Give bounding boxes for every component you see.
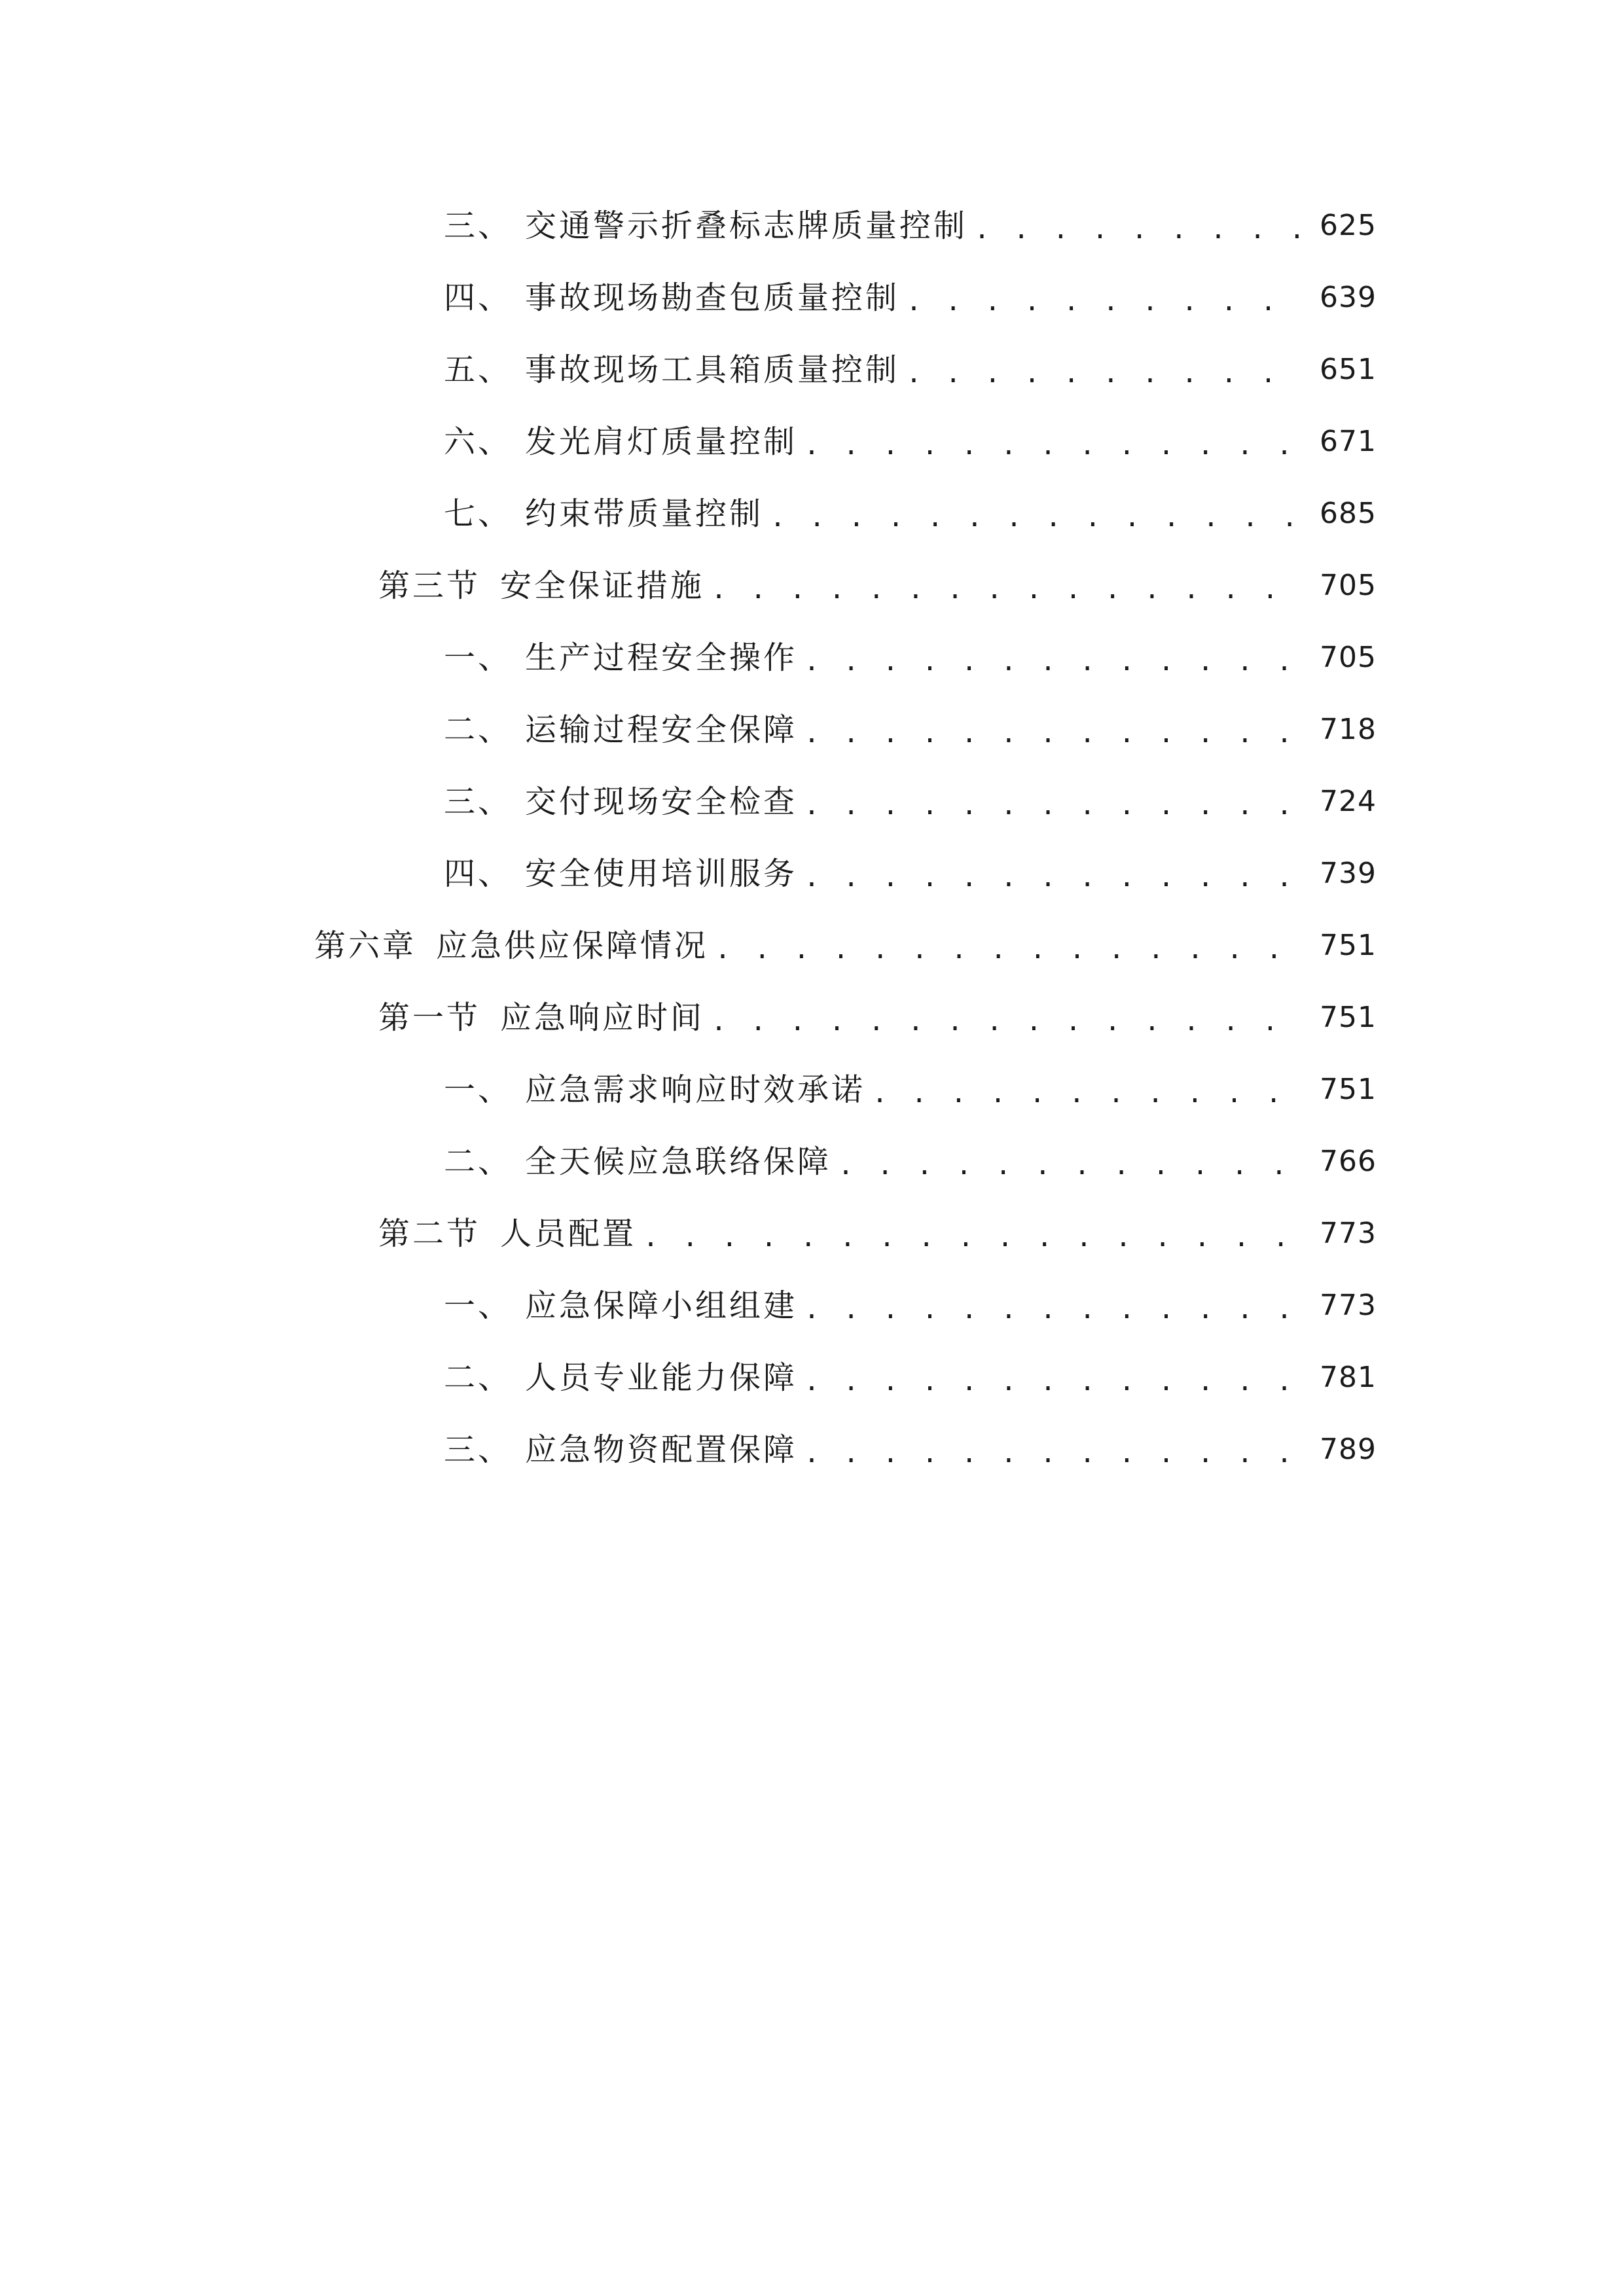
toc-section-title: 人员配置 bbox=[500, 1215, 637, 1252]
toc-entry-number: 四、 bbox=[444, 855, 513, 892]
toc-entry-page-number: 651 bbox=[1320, 353, 1377, 386]
toc-entry[interactable] bbox=[0, 694, 1624, 766]
toc-entry-text bbox=[444, 350, 899, 389]
toc-entry-text bbox=[314, 926, 708, 965]
toc-entry-number: 一、 bbox=[444, 1071, 513, 1108]
toc-entry-page-number: 724 bbox=[1320, 785, 1377, 818]
toc-section-number: 第二节 bbox=[378, 1215, 481, 1252]
toc-entry-title: 事故现场工具箱质量控制 bbox=[525, 351, 900, 388]
toc-entry-page-number: 781 bbox=[1320, 1361, 1377, 1394]
toc-entry-number: 三、 bbox=[444, 1431, 513, 1468]
toc-entry-title: 生产过程安全操作 bbox=[525, 639, 798, 676]
dot-leader bbox=[804, 710, 1303, 749]
toc-section-number: 第一节 bbox=[378, 999, 481, 1036]
toc-entry-number: 二、 bbox=[444, 1143, 513, 1180]
dot-leader bbox=[643, 1214, 1303, 1253]
toc-entry-title: 事故现场勘查包质量控制 bbox=[525, 279, 900, 316]
toc-entry-title: 全天候应急联络保障 bbox=[525, 1143, 832, 1180]
dot-leader bbox=[804, 1358, 1303, 1397]
dot-leader bbox=[804, 638, 1303, 677]
toc-entry[interactable] bbox=[0, 1414, 1624, 1486]
toc-entry-text bbox=[444, 782, 797, 821]
toc-entry-page-number: 685 bbox=[1320, 497, 1377, 530]
toc-entry-number: 二、 bbox=[444, 1359, 513, 1396]
toc-entry-page-number: 751 bbox=[1320, 1001, 1377, 1034]
toc-entry-page-number: 751 bbox=[1320, 929, 1377, 962]
toc-section-entry[interactable] bbox=[0, 982, 1624, 1054]
dot-leader bbox=[804, 782, 1303, 821]
toc-entry-text bbox=[378, 566, 704, 605]
toc-entry-number: 五、 bbox=[444, 351, 513, 388]
toc-entry[interactable] bbox=[0, 838, 1624, 910]
toc-entry-page-number: 705 bbox=[1320, 641, 1377, 674]
toc-entry[interactable] bbox=[0, 406, 1624, 478]
toc-entry-text bbox=[444, 1430, 797, 1469]
toc-entry-text bbox=[444, 1142, 831, 1181]
toc-entry-title: 约束带质量控制 bbox=[525, 495, 764, 532]
toc-entry[interactable] bbox=[0, 1054, 1624, 1126]
toc-entry-number: 三、 bbox=[444, 783, 513, 820]
toc-entry-page-number: 718 bbox=[1320, 713, 1377, 746]
toc-chapter-entry[interactable] bbox=[0, 910, 1624, 982]
toc-entry[interactable] bbox=[0, 622, 1624, 694]
toc-entry-number: 二、 bbox=[444, 711, 513, 748]
toc-entry-text bbox=[378, 1214, 636, 1253]
toc-section-entry[interactable] bbox=[0, 550, 1624, 622]
toc-entry-number: 一、 bbox=[444, 1287, 513, 1324]
toc-entry-title: 交通警示折叠标志牌质量控制 bbox=[525, 207, 968, 244]
toc-entry-text bbox=[444, 710, 797, 749]
toc-entry-text bbox=[444, 638, 797, 677]
dot-leader bbox=[715, 926, 1303, 965]
toc-entry-page-number: 705 bbox=[1320, 569, 1377, 602]
toc-entry-page-number: 773 bbox=[1320, 1217, 1377, 1250]
toc-entry-number: 七、 bbox=[444, 495, 513, 532]
toc-entry-title: 应急保障小组组建 bbox=[525, 1287, 798, 1324]
table-of-contents bbox=[0, 190, 1624, 1486]
toc-entry-number: 三、 bbox=[444, 207, 513, 244]
toc-section-entry[interactable] bbox=[0, 1198, 1624, 1270]
dot-leader bbox=[906, 278, 1303, 317]
toc-entry-title: 应急需求响应时效承诺 bbox=[525, 1071, 866, 1108]
toc-entry-page-number: 671 bbox=[1320, 425, 1377, 458]
toc-entry-text bbox=[444, 1358, 797, 1397]
toc-entry[interactable] bbox=[0, 1342, 1624, 1414]
toc-entry[interactable] bbox=[0, 190, 1624, 262]
toc-entry-page-number: 773 bbox=[1320, 1289, 1377, 1322]
toc-entry-title: 安全使用培训服务 bbox=[525, 855, 798, 892]
toc-entry-title: 发光肩灯质量控制 bbox=[525, 423, 798, 460]
toc-entry[interactable] bbox=[0, 478, 1624, 550]
toc-section-number: 第三节 bbox=[378, 567, 481, 604]
toc-entry[interactable] bbox=[0, 766, 1624, 838]
dot-leader bbox=[711, 566, 1303, 605]
toc-entry-number: 六、 bbox=[444, 423, 513, 460]
toc-entry-title: 交付现场安全检查 bbox=[525, 783, 798, 820]
toc-entry[interactable] bbox=[0, 262, 1624, 334]
toc-entry-number: 一、 bbox=[444, 639, 513, 676]
toc-entry-text bbox=[444, 1286, 797, 1325]
toc-section-title: 安全保证措施 bbox=[500, 567, 705, 604]
dot-leader bbox=[804, 422, 1303, 461]
toc-entry-page-number: 739 bbox=[1320, 857, 1377, 890]
toc-entry-text bbox=[444, 206, 967, 245]
toc-entry-text bbox=[444, 278, 899, 317]
dot-leader bbox=[974, 206, 1303, 245]
dot-leader bbox=[804, 854, 1303, 893]
toc-entry-text bbox=[444, 1070, 865, 1109]
toc-entry-title: 应急物资配置保障 bbox=[525, 1431, 798, 1468]
toc-entry-page-number: 789 bbox=[1320, 1433, 1377, 1466]
dot-leader bbox=[906, 350, 1303, 389]
dot-leader bbox=[711, 998, 1303, 1037]
toc-entry[interactable] bbox=[0, 334, 1624, 406]
toc-entry-title: 人员专业能力保障 bbox=[525, 1359, 798, 1396]
dot-leader bbox=[838, 1142, 1303, 1181]
toc-section-title: 应急响应时间 bbox=[500, 999, 705, 1036]
toc-entry-title: 运输过程安全保障 bbox=[525, 711, 798, 748]
toc-entry-page-number: 625 bbox=[1320, 209, 1377, 242]
toc-entry[interactable] bbox=[0, 1270, 1624, 1342]
toc-entry-page-number: 639 bbox=[1320, 281, 1377, 314]
toc-chapter-number: 第六章 bbox=[314, 927, 417, 964]
toc-entry-page-number: 766 bbox=[1320, 1145, 1377, 1178]
toc-entry-text bbox=[444, 422, 797, 461]
toc-entry[interactable] bbox=[0, 1126, 1624, 1198]
toc-entry-text bbox=[378, 998, 704, 1037]
toc-entry-text bbox=[444, 494, 763, 533]
dot-leader bbox=[804, 1430, 1303, 1469]
toc-entry-page-number: 751 bbox=[1320, 1073, 1377, 1106]
toc-chapter-title: 应急供应保障情况 bbox=[436, 927, 709, 964]
dot-leader bbox=[770, 494, 1303, 533]
dot-leader bbox=[804, 1286, 1303, 1325]
dot-leader bbox=[872, 1070, 1303, 1109]
toc-entry-text bbox=[444, 854, 797, 893]
toc-entry-number: 四、 bbox=[444, 279, 513, 316]
